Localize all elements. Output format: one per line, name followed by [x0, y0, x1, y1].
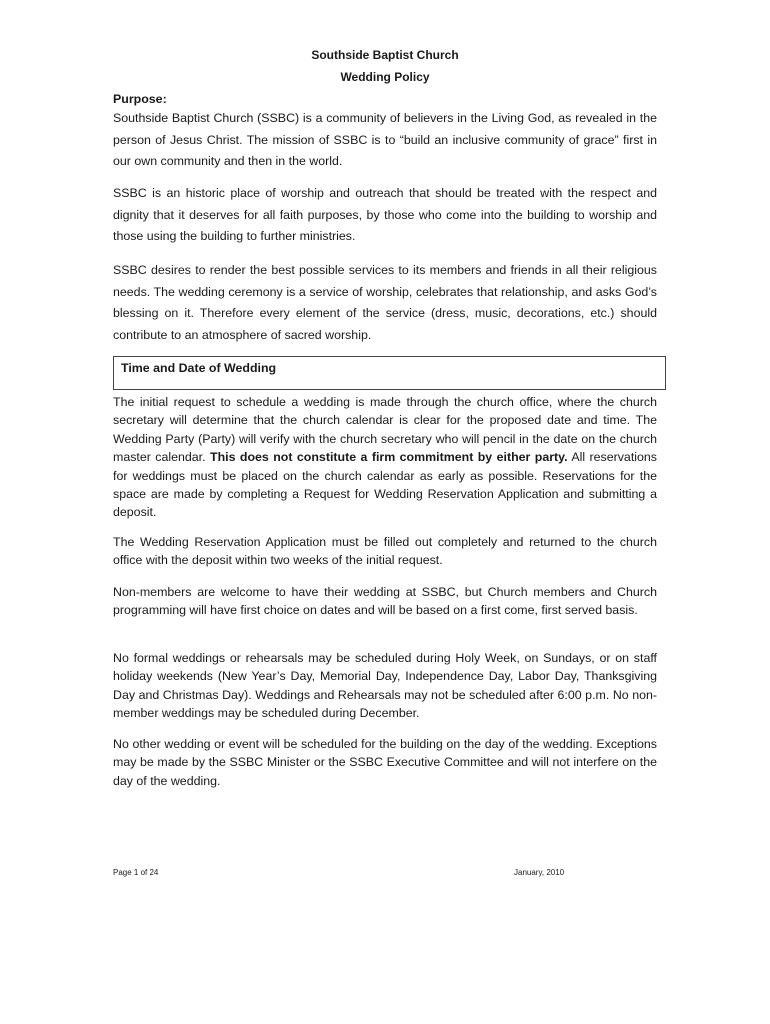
- footer-page-number: Page 1 of 24: [113, 868, 159, 877]
- footer-date: January, 2010: [514, 868, 565, 877]
- purpose-paragraph-2: SSBC is an historic place of worship and outreach that should be treated with the respect and dignity that it deserves for all faith purposes, by those who come into the building to worship and those using the building to further ministries.: [113, 186, 657, 243]
- paragraph-1-text-b: All reservations for weddings must be placed on the church calendar as early as possible. Reservations for the space are made by completing a Request for Wedding Reservation Application and submitting a deposit.: [113, 450, 658, 520]
- section-paragraph-4: No formal weddings or rehearsals may be scheduled during Holy Week, on Sundays, or on staff holiday weekends (New Year’s Day, Memorial Day, Independence Day, Labor Day, Thanksgiving Day and Christmas Day). Weddings and Rehearsals may not be scheduled after 6:00 p.m. No non-member weddings may be scheduled during December.: [113, 651, 657, 721]
- purpose-paragraph-3: SSBC desires to render the best possible services to its members and friends in all their religious needs. The wedding ceremony is a service of worship, celebrates that relationship, and asks God’s blessing on it. Therefore every element of the service (dress, music, decorations, etc.) should contribute to an atmosphere of sacred worship.: [113, 263, 657, 342]
- purpose-paragraph-1: Southside Baptist Church (SSBC) is a community of believers in the Living God, as revealed in the person of Jesus Christ. The mission of SSBC is to “build an inclusive community of grace” first in our own community and then in the world.: [113, 111, 657, 168]
- document-subtitle: Wedding Policy: [340, 70, 430, 84]
- section-heading-box: [113, 356, 666, 390]
- section-paragraph-5: No other wedding or event will be scheduled for the building on the day of the wedding. Exceptions may be made by the SSBC Minister or the SSBC Executive Committee and will not interfere on the day of the wedding.: [113, 737, 657, 788]
- paragraph-1-bold-text: This does not constitute a firm commitment by either party.: [210, 450, 568, 465]
- purpose-heading: Purpose:: [113, 92, 167, 106]
- section-paragraph-2: The Wedding Reservation Application must be filled out completely and returned to the church office with the deposit within two weeks of the initial request.: [113, 535, 657, 568]
- document-title: Southside Baptist Church: [311, 48, 459, 62]
- paragraph-1-text-a: The initial request to schedule a wedding is made through the church office, where the church secretary will determine that the church calendar is clear for the proposed date and time. The Wedding Party (Party) will verify with the church secretary who will pencil in the date on the church master calendar.: [113, 395, 657, 465]
- section-paragraph-1: [113, 393, 657, 522]
- section-paragraph-3: Non-members are welcome to have their wedding at SSBC, but Church members and Church programming will have first choice on dates and will be based on a first come, first served basis.: [113, 585, 657, 618]
- section-heading: Time and Date of Wedding: [121, 361, 277, 375]
